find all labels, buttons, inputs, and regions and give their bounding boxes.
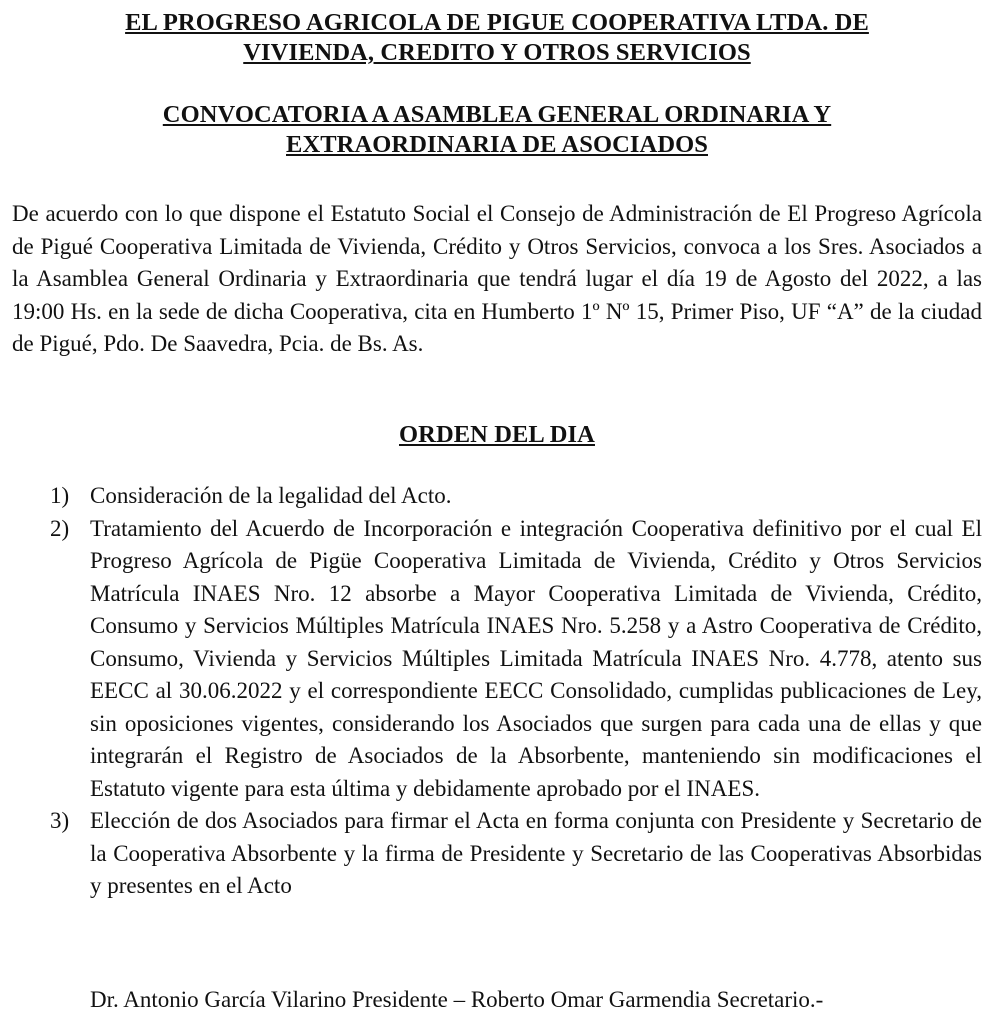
convocatoria-title (0, 100, 994, 160)
agenda-item-text: Consideración de la legalidad del Acto. (90, 483, 452, 508)
agenda-item (50, 513, 982, 806)
organization-title-line-2: VIVIENDA, CREDITO Y OTROS SERVICIOS (243, 39, 751, 66)
agenda-list (50, 480, 982, 903)
agenda-item-number: 2) (50, 515, 70, 541)
convocatoria-title-line-2: EXTRAORDINARIA DE ASOCIADOS (286, 131, 708, 158)
convocatoria-title-line-1: CONVOCATORIA A ASAMBLEA GENERAL ORDINARIA Y (162, 101, 832, 128)
signature-line: Dr. Antonio García Vilarino Presidente – Roberto Omar Garmendia Secretario.- (90, 987, 824, 1012)
agenda-item-number: 3) (50, 808, 70, 833)
agenda-item-text: Tratamiento del Acuerdo de Incorporación e integración Cooperativa definitivo por el cual El Progreso Agrícola de Pigüe Cooperativa Limitada de Vivienda, Crédito y Otros Servicios Matrícula INAES Nro. 12 absorbe a Mayor Cooperativa Limitada de Vivienda, Crédito, Consumo y Servicios Múltiples Matrícula INAES Nro. 5.258 y a Astro Cooperativa de Crédito, Consumo, Vivienda y Servicios Múltiples Limitada Matrícula INAES Nro. 4.778, atento sus EECC al 30.06.2022 y el correspondiente EECC Consolidado, cumplidas publicaciones de Ley, sin oposiciones vigentes, considerando los Asociados que surgen para cada una de ellas y que integrarán el Registro de Asociados de la Absorbente, manteniendo sin modificaciones el Estatuto vigente para esta última y debidamente aprobado por el INAES. (90, 515, 982, 801)
orden-del-dia-title: ORDEN DEL DIA (399, 421, 595, 448)
agenda-item (50, 480, 982, 513)
agenda-item-text: Elección de dos Asociados para firmar el Acta en forma conjunta con Presidente y Secretario de la Cooperativa Absorbente y la firma de Presidente y Secretario de las Cooperativas Absorbidas y presentes en el Acto (90, 808, 982, 898)
intro-paragraph: De acuerdo con lo que dispone el Estatuto Social el Consejo de Administración de El Progreso Agrícola de Pigué Cooperativa Limitada de Vivienda, Crédito y Otros Servicios, convoca a los Sres. Asociados a la Asamblea General Ordinaria y Extraordinaria que tendrá lugar el día 19 de Agosto del 2022, a las 19:00 Hs. en la sede de dicha Cooperativa, cita en Humberto 1º Nº 15, Primer Piso, UF “A” de la ciudad de Pigué, Pdo. De Saavedra, Pcia. de Bs. As. (12, 201, 982, 356)
organization-title-line-1: EL PROGRESO AGRICOLA DE PIGUE COOPERATIVA LTDA. DE (125, 9, 869, 36)
agenda-item (50, 805, 982, 903)
agenda-item-number: 1) (50, 483, 70, 508)
organization-title (0, 8, 994, 68)
